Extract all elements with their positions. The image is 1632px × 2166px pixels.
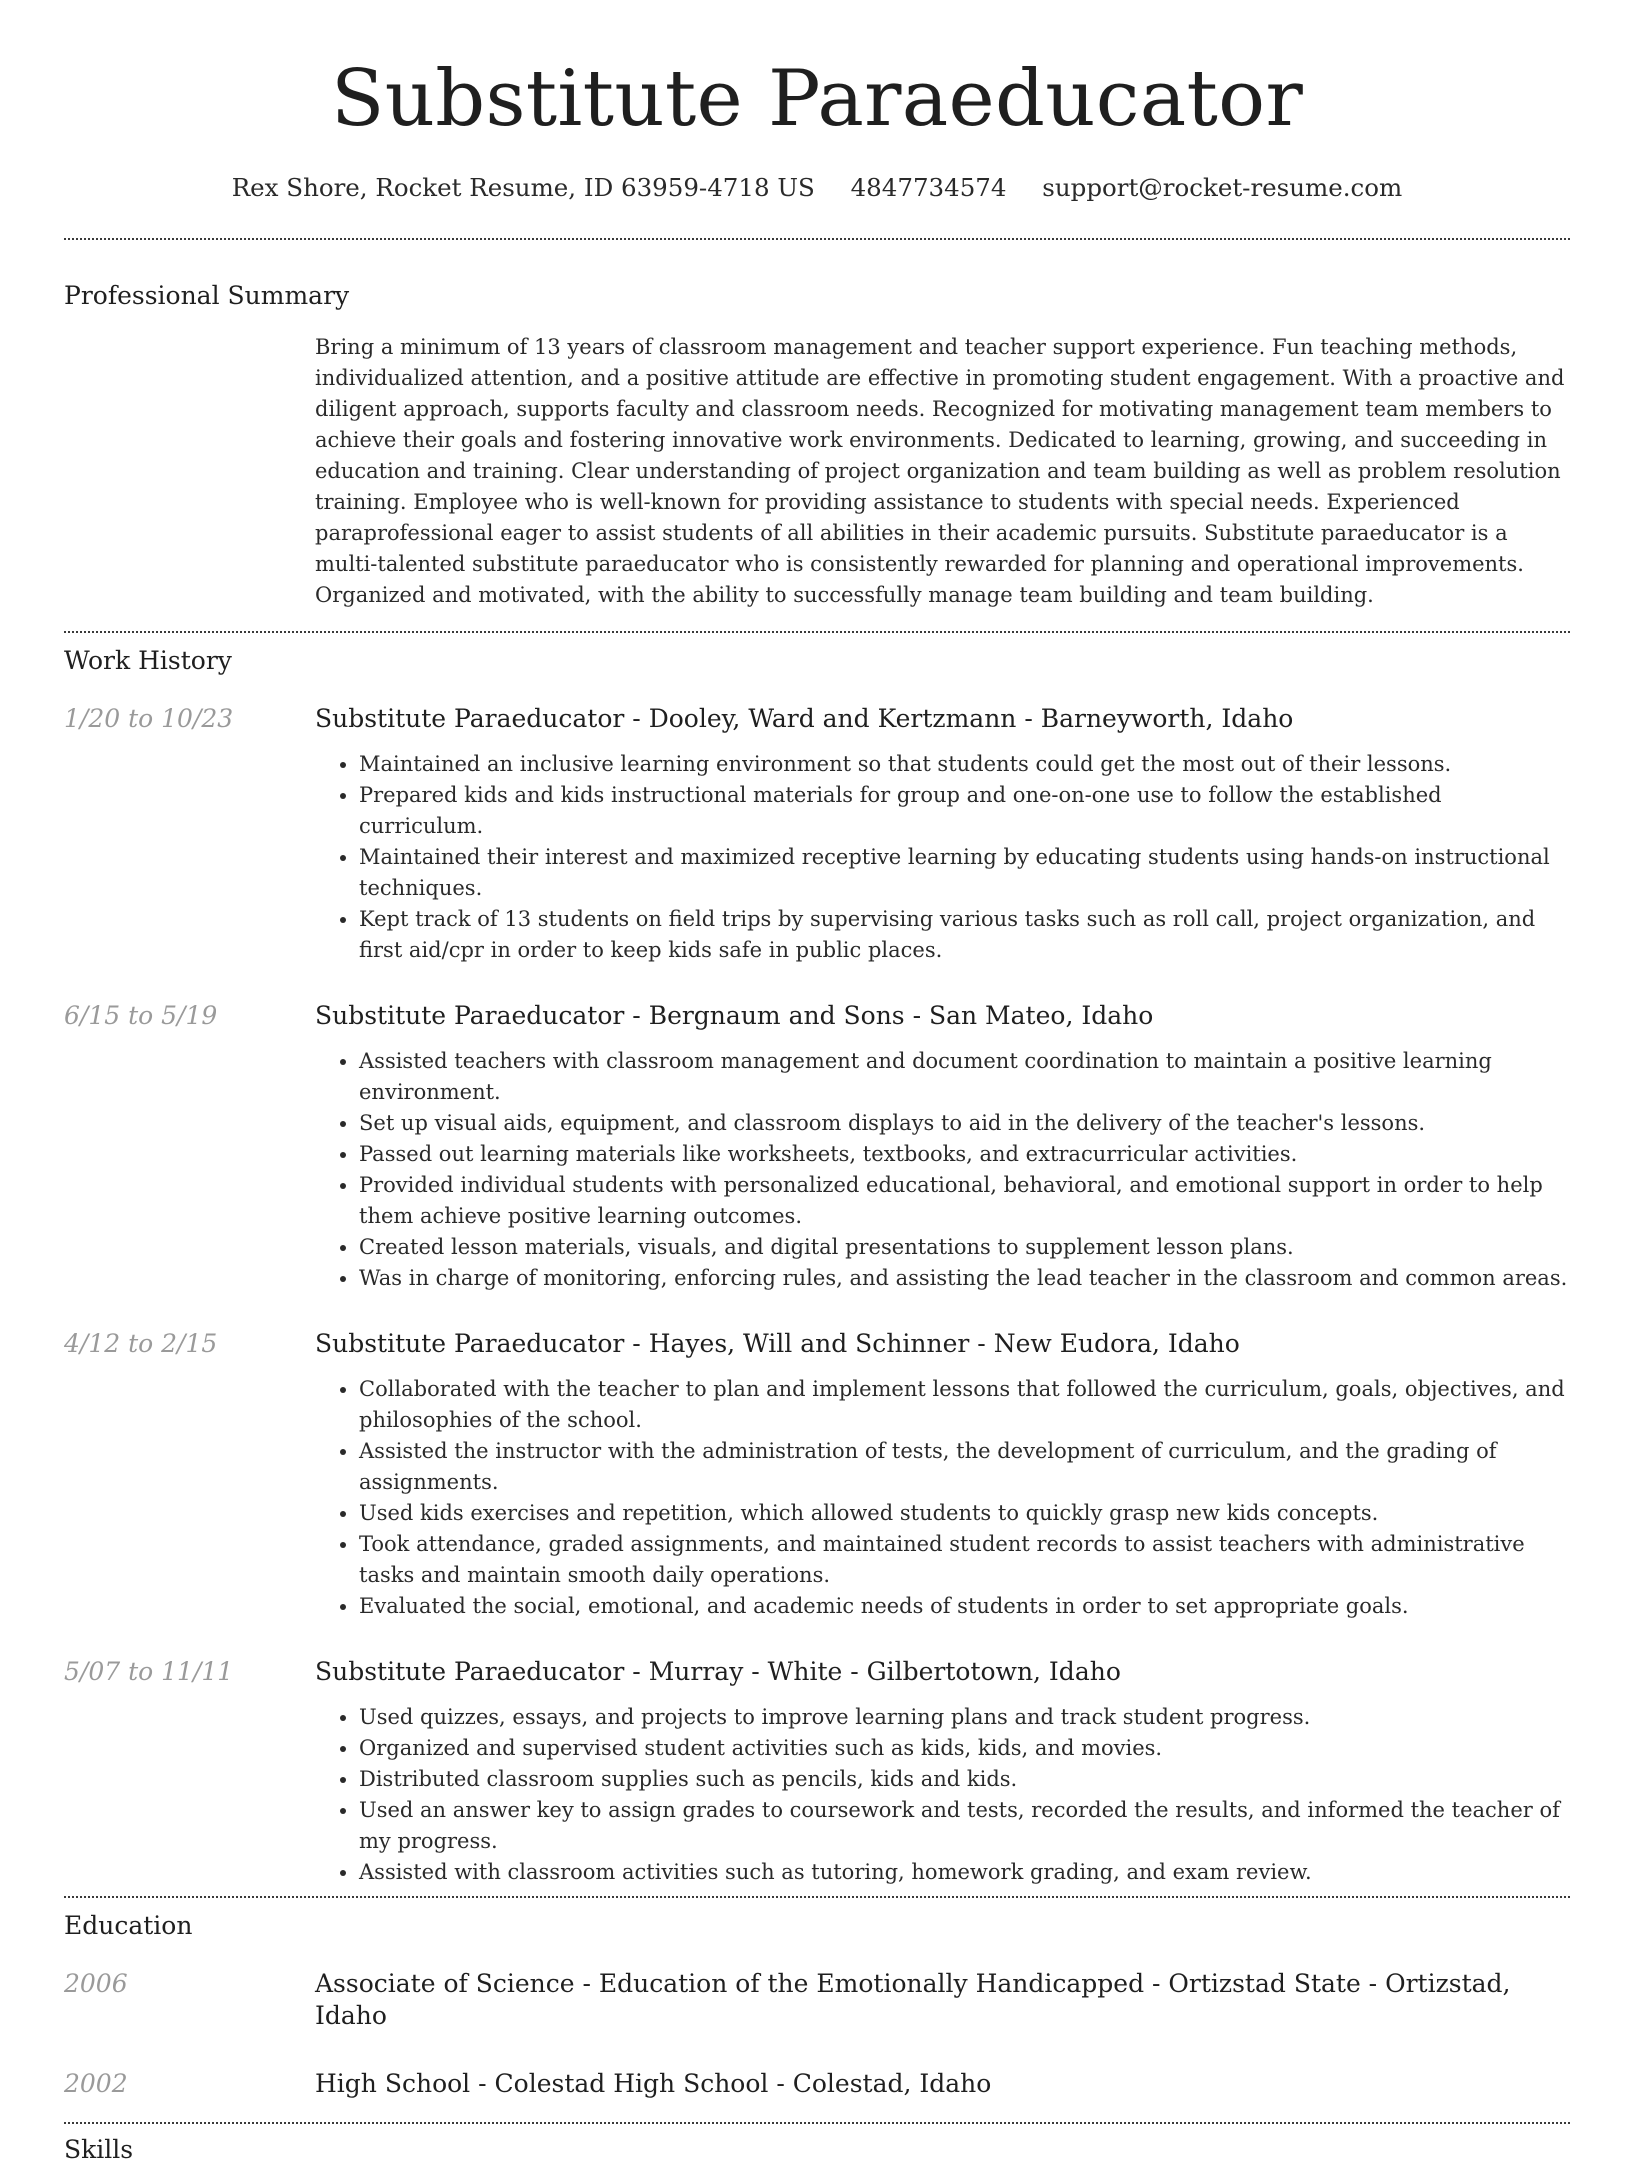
education-entry — [64, 2068, 1570, 2100]
job-entry — [64, 1328, 1570, 1622]
job-date: 4/12 to 2/15 — [64, 1329, 218, 1358]
section-title-work-history: Work History — [64, 646, 232, 675]
job-bullets — [315, 1374, 1570, 1622]
resume-name: Substitute Paraeducator — [330, 54, 1304, 144]
job-bullets — [315, 749, 1570, 966]
resume-page — [64, 0, 1570, 2166]
job-bullet: • Prepared kids and kids instructional materials for group and one-on-one use to follow the established curriculum. — [359, 780, 1570, 842]
job-bullet: • Distributed classroom supplies such as pencils, kids and kids. — [359, 1764, 1570, 1795]
job-entry — [64, 1000, 1570, 1294]
education-title: Associate of Science - Education of the Emotionally Handicapped - Ortizstad State - Ortizstad, Idaho — [315, 1969, 1511, 2030]
job-bullet: • Assisted with classroom activities such as tutoring, homework grading, and exam review. — [359, 1857, 1570, 1888]
job-bullet: • Maintained their interest and maximized receptive learning by educating students using hands-on instructional techniques. — [359, 842, 1570, 904]
job-bullet: • Took attendance, graded assignments, and maintained student records to assist teachers with administrative tasks and maintain smooth daily operations. — [359, 1529, 1570, 1591]
education-entry — [64, 1968, 1570, 2032]
job-bullet: • Used an answer key to assign grades to coursework and tests, recorded the results, and informed the teacher of my progress. — [359, 1795, 1570, 1857]
job-bullets — [315, 1046, 1570, 1294]
job-bullet: • Collaborated with the teacher to plan and implement lessons that followed the curriculum, goals, objectives, and philosophies of the school. — [359, 1374, 1570, 1436]
job-bullet: • Kept track of 13 students on field trips by supervising various tasks such as roll call, project organization, and first aid/cpr in order to keep kids safe in public places. — [359, 904, 1570, 966]
contact-phone: 4847734574 — [850, 173, 1007, 202]
job-entry — [64, 1656, 1570, 1888]
education-title: High School - Colestad High School - Colestad, Idaho — [315, 2069, 992, 2098]
job-date: 5/07 to 11/11 — [64, 1657, 234, 1686]
section-title-skills: Skills — [64, 2135, 134, 2164]
section-title-education: Education — [64, 1911, 193, 1940]
job-bullet: • Created lesson materials, visuals, and digital presentations to supplement lesson plans. — [359, 1232, 1570, 1263]
job-bullet: • Assisted teachers with classroom management and document coordination to maintain a positive learning environment. — [359, 1046, 1570, 1108]
job-bullet: • Used quizzes, essays, and projects to improve learning plans and track student progress. — [359, 1702, 1570, 1733]
job-bullet: • Was in charge of monitoring, enforcing rules, and assisting the lead teacher in the classroom and common areas. — [359, 1263, 1570, 1294]
job-title: Substitute Paraeducator - Murray - White - Gilbertotown, Idaho — [315, 1657, 1121, 1686]
section-skills — [64, 2134, 1570, 2166]
job-bullet: • Provided individual students with personalized educational, behavioral, and emotional support in order to help them achieve positive learning outcomes. — [359, 1170, 1570, 1232]
job-title: Substitute Paraeducator - Bergnaum and Sons - San Mateo, Idaho — [315, 1001, 1154, 1030]
divider — [64, 631, 1570, 633]
section-education — [64, 1910, 1570, 2100]
job-bullet: • Organized and supervised student activities such as kids, kids, and movies. — [359, 1733, 1570, 1764]
job-date: 6/15 to 5/19 — [64, 1001, 218, 1030]
job-bullets — [315, 1702, 1570, 1888]
contact-line — [64, 172, 1570, 204]
section-summary — [64, 280, 1570, 611]
divider — [64, 238, 1570, 240]
divider — [64, 2122, 1570, 2124]
job-title: Substitute Paraeducator - Dooley, Ward and Kertzmann - Barneyworth, Idaho — [315, 704, 1294, 733]
job-bullet: • Evaluated the social, emotional, and academic needs of students in order to set appropriate goals. — [359, 1591, 1570, 1622]
job-entry — [64, 703, 1570, 966]
job-title: Substitute Paraeducator - Hayes, Will and Schinner - New Eudora, Idaho — [315, 1329, 1240, 1358]
contact-address: Rex Shore, Rocket Resume, ID 63959-4718 US — [231, 173, 815, 202]
divider — [64, 1896, 1570, 1898]
section-work-history — [64, 645, 1570, 1888]
education-date: 2002 — [64, 2069, 128, 2098]
job-bullet: • Set up visual aids, equipment, and classroom displays to aid in the delivery of the teacher's lessons. — [359, 1108, 1570, 1139]
summary-text: Bring a minimum of 13 years of classroom management and teacher support experience. Fun teaching methods, individualized attention, and a positive attitude are effective in promoting student engagement. With a proactive and diligent approach, supports faculty and classroom needs. Recognized for motivating management team members to achieve their goals and fostering innovative work environments. Dedicated to learning, growing, and succeeding in education and training. Clear understanding of project organization and team building as well as problem resolution training. Employee who is well-known for providing assistance to students with special needs. Experienced paraprofessional eager to assist students of all abilities in their academic pursuits. Substitute paraeducator is a multi-talented substitute paraeducator who is consistently rewarded for planning and operational improvements. Organized and motivated, with the ability to successfully manage team building and team building. — [315, 335, 1565, 607]
contact-email: support@rocket-resume.com — [1042, 173, 1403, 202]
job-bullet: • Passed out learning materials like worksheets, textbooks, and extracurricular activities. — [359, 1139, 1570, 1170]
job-bullet: • Used kids exercises and repetition, which allowed students to quickly grasp new kids concepts. — [359, 1498, 1570, 1529]
job-date: 1/20 to 10/23 — [64, 704, 234, 733]
education-date: 2006 — [64, 1969, 128, 1998]
job-bullet: • Maintained an inclusive learning environment so that students could get the most out of their lessons. — [359, 749, 1570, 780]
job-bullet: • Assisted the instructor with the administration of tests, the development of curriculum, and the grading of assignments. — [359, 1436, 1570, 1498]
section-title-summary: Professional Summary — [64, 281, 350, 310]
